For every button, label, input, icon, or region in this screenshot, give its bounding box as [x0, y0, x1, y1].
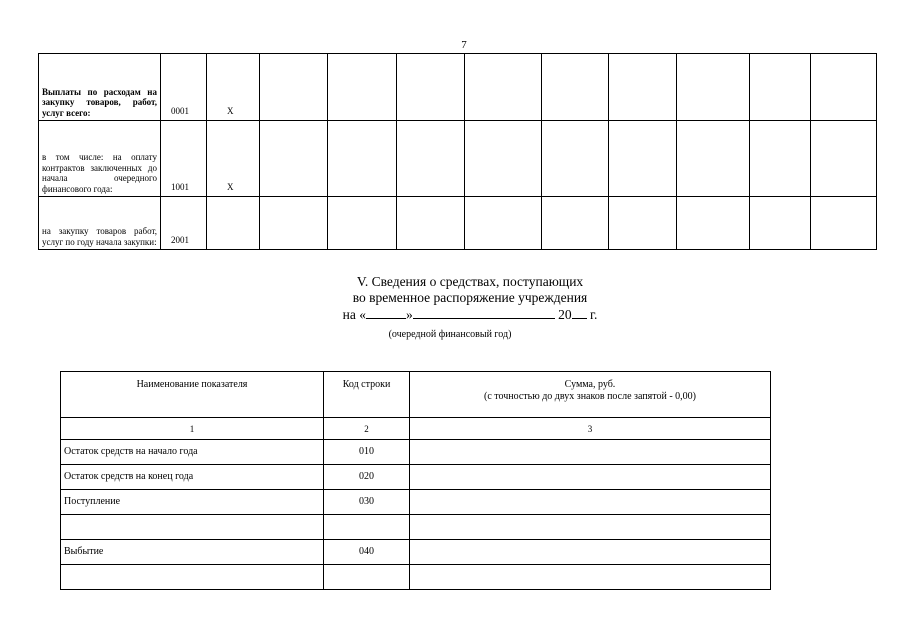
row-code: 2001 [161, 197, 207, 250]
column-number: 1 [61, 418, 324, 440]
table-cell [542, 197, 609, 250]
table-row [61, 515, 771, 540]
row-sum [410, 540, 771, 565]
row-label: Выплаты по расходам на закупку товаров, работ, услуг всего: [39, 54, 161, 121]
table-cell [260, 197, 328, 250]
header-sum-title: Сумма, руб. [564, 379, 616, 390]
row-code: 030 [324, 490, 410, 515]
table-cell [397, 54, 465, 121]
date-line [290, 306, 650, 323]
page-number: 7 [461, 39, 467, 51]
row-code [324, 515, 410, 540]
table-cell [328, 54, 397, 121]
section-title-line-2: во временное распоряжение учреждения [352, 290, 588, 305]
year-blank [572, 306, 587, 319]
table-cell [542, 121, 609, 197]
temporary-funds-table [60, 371, 771, 590]
header-sum-note: (с точностью до двух знаков после запятой - 0,00) [483, 391, 696, 402]
date-caption: (очередной финансовый год) [388, 329, 512, 340]
month-blank [413, 306, 555, 319]
table-cell [609, 121, 677, 197]
row-sum [410, 490, 771, 515]
table-cell [677, 197, 750, 250]
header-code: Код строки [324, 372, 410, 418]
row-label: в том числе: на оплату контрактов заключенных до начала очередного финансового года: [39, 121, 161, 197]
column-number: 2 [324, 418, 410, 440]
table-cell [465, 197, 542, 250]
table-row [61, 490, 771, 515]
table-row [61, 465, 771, 490]
row-sum [410, 440, 771, 465]
date-mid: » [405, 307, 413, 322]
table-header-row [61, 372, 771, 418]
date-suffix: г. [589, 307, 598, 322]
row-name: Поступление [61, 490, 324, 515]
row-sum [410, 565, 771, 590]
row-code: 040 [324, 540, 410, 565]
table-cell [397, 197, 465, 250]
table-row [39, 197, 877, 250]
section-title [290, 274, 650, 306]
table-cell [811, 54, 877, 121]
table-cell [465, 121, 542, 197]
section-title-line-1: V. Сведения о средствах, поступающих [356, 274, 584, 289]
table-cell [811, 121, 877, 197]
row-name: Остаток средств на начало года [61, 440, 324, 465]
table-cell [609, 54, 677, 121]
column-number: 3 [410, 418, 771, 440]
table-cell [750, 197, 811, 250]
table-cell [811, 197, 877, 250]
row-x-mark [207, 197, 260, 250]
date-year: 20 [558, 307, 572, 322]
table-cell [609, 197, 677, 250]
column-numbers-row [61, 418, 771, 440]
row-name: Выбытие [61, 540, 324, 565]
row-name [61, 515, 324, 540]
header-sum [410, 372, 771, 418]
table-row [39, 121, 877, 197]
table-cell [677, 54, 750, 121]
table-cell [750, 121, 811, 197]
header-name: Наименование показателя [61, 372, 324, 418]
table-cell [465, 54, 542, 121]
table-row [39, 54, 877, 121]
table-cell [328, 121, 397, 197]
purchase-payments-table [38, 53, 877, 250]
table-cell [542, 54, 609, 121]
row-label: на закупку товаров работ, услуг по году начала закупки: [39, 197, 161, 250]
row-name [61, 565, 324, 590]
row-code [324, 565, 410, 590]
table-cell [397, 121, 465, 197]
table-cell [750, 54, 811, 121]
row-code: 1001 [161, 121, 207, 197]
row-sum [410, 515, 771, 540]
row-code: 0001 [161, 54, 207, 121]
row-name: Остаток средств на конец года [61, 465, 324, 490]
date-prefix: на « [342, 307, 366, 322]
table-row [61, 565, 771, 590]
row-code: 010 [324, 440, 410, 465]
row-sum [410, 465, 771, 490]
row-code: 020 [324, 465, 410, 490]
table-row [61, 540, 771, 565]
table-cell [260, 121, 328, 197]
day-blank [366, 306, 406, 319]
row-x-mark: X [207, 54, 260, 121]
table-cell [677, 121, 750, 197]
table-row [61, 440, 771, 465]
table-cell [328, 197, 397, 250]
table-cell [260, 54, 328, 121]
row-x-mark: X [207, 121, 260, 197]
